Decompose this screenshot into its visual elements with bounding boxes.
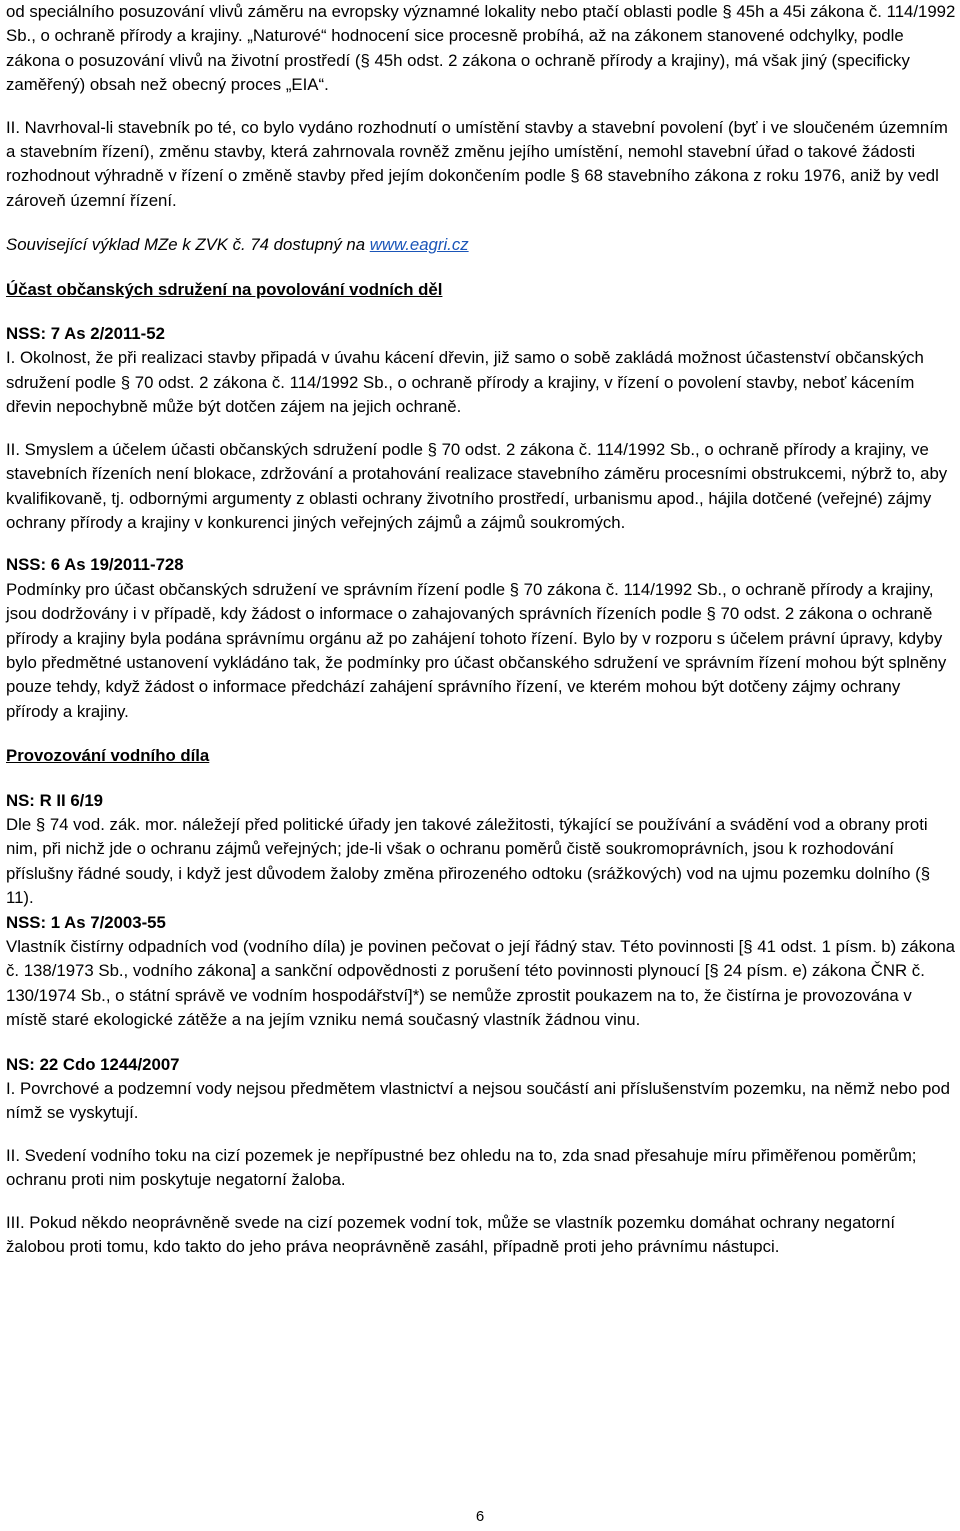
case-id-22-cdo-1244-2007: NS: 22 Cdo 1244/2007: [6, 1054, 180, 1074]
point-ii-paragraph: II. Navrhoval-li stavebník po té, co bylo vydáno rozhodnutí o umístění stavby a stavební povolení (byť i ve sloučeném územním a stavebním řízení), změnu stavby, která zahrnovala rovněž změnu jejího umístění, nemohl stavební úřad o takové žádosti rozhodnout výhradně v řízení o změně stavby před jejím dokončením podle § 68 stavebního zákona z roku 1976, aniž by vedl zároveň územní řízení.: [6, 117, 948, 210]
related-note-text: Související výklad MZe k ZVK č. 74 dostupný na: [6, 235, 370, 255]
related-note: [6, 233, 956, 257]
section-heading-water-works-operation: Provozování vodního díla: [6, 746, 210, 766]
intro-paragraph: od speciálního posuzování vlivů záměru na evropsky významné lokality nebo ptačí oblasti podle § 45h a 45i zákona č. 114/1992 Sb., o ochraně přírody a krajiny. „Naturové“ hodnocení sice procesně probíhá, až na zákonem stanovené odchylky, podle zákona o posuzování vlivů na životní prostředí (§ 45h odst. 2 zákona o ochraně přírody a krajiny), má však jiný (specificky zaměřený) obsah než obecný proces „EIA“.: [6, 2, 956, 95]
case-7-as-paragraph-i: I. Okolnost, že při realizaci stavby připadá v úvahu kácení dřevin, již samo o sobě zakládá možnost účastenství občanských sdružení podle § 70 odst. 2 zákona č. 114/1992 Sb., o ochraně přírody a krajiny, v řízení o povolení stavby, neboť kácením dřevin nepochybně může být dotčen zájem na jejich ochraně.: [6, 348, 924, 417]
case-22-cdo-paragraph-ii: II. Svedení vodního toku na cizí pozemek je nepřípustné bez ohledu na to, zda snad přesahuje míru přiměřenou poměrům; ochranu proti nim poskytuje negatorní žaloba.: [6, 1145, 917, 1190]
case-r-ii-paragraph: Dle § 74 vod. zák. mor. náležejí před politické úřady jen takové záležitosti, týkající se používání a svádění vod a obrany proti nim, při nichž jde o ochranu zájmů veřejných; jde-li však o ochranu poměrů čistě soukromoprávních, jsou k rozhodování příslušny řádné soudy, i když jest důvodem žaloby změna přirozeného odtoku (srážkových) vod na ujmu pozemku dolního (§ 11).: [6, 814, 931, 908]
case-6-as-paragraph: Podmínky pro účast občanských sdružení ve správním řízení podle § 70 zákona č. 114/1992 Sb., o ochraně přírody a krajiny, jsou dodržovány i v případě, kdy žádost o informace o zahajovaných správních řízeních podle § 70 odst. 2 zákona o ochraně přírody a krajiny byla podána správnímu orgánu až po zahájení tohoto řízení. Bylo by v rozporu s účelem právní úpravy, kdyby bylo předmětné ustanovení vykládáno tak, že podmínky pro účast občanského sdružení ve správním řízení mohou být splněny pouze tehdy, když žádost o informace předchází zahájení správního řízení, ve kterém mohou být dotčeny zájmy ochrany přírody a krajiny.: [6, 579, 947, 721]
case-id-6-as-19-2011: NSS: 6 As 19/2011-728: [6, 555, 184, 575]
eagri-link[interactable]: www.eagri.cz: [369, 235, 469, 255]
case-22-cdo-paragraph-i: I. Povrchové a podzemní vody nejsou předmětem vlastnictví a nejsou součástí ani příslušenstvím pozemku, na němž nebo pod nímž se vyskytují.: [6, 1079, 950, 1123]
case-22-cdo-paragraph-iii: III. Pokud někdo neoprávněně svede na cizí pozemek vodní tok, může se vlastník pozemku domáhat ochrany negatorní žalobou proti tomu, kdo takto do jeho práva neoprávněně zasáhl, případně proti jeho právnímu nástupci.: [6, 1212, 895, 1257]
case-id-r-ii-6-19: NS: R II 6/19: [6, 790, 103, 810]
case-1-as-paragraph: Vlastník čistírny odpadních vod (vodního díla) je povinen pečovat o její řádný stav. Této povinnosti [§ 41 odst. 1 písm. b) zákona č. 138/1973 Sb., vodního zákona] a sankční odpovědnosti z porušení této povinnosti plynoucí [§ 24 písm. e) zákona ČNR č. 130/1974 Sb., o státní správě ve vodním hospodářství]*) se nemůže zprostit poukazem na to, že čistírna je provozována v místě staré ekologické zátěže a na jejím vzniku nemá současný vlastník žádnou vinu.: [6, 937, 955, 1030]
case-id-7-as-2-2011: NSS: 7 As 2/2011-52: [6, 324, 165, 344]
page-number: 6: [475, 1508, 485, 1525]
section-heading-civic-associations: Účast občanských sdružení na povolování vodních děl: [6, 279, 443, 299]
case-id-1-as-7-2003: NSS: 1 As 7/2003-55: [6, 912, 166, 932]
case-7-as-paragraph-ii: II. Smyslem a účelem účasti občanských sdružení podle § 70 odst. 2 zákona č. 114/1992 Sb., o ochraně přírody a krajiny, ve stavebních řízeních není blokace, zdržování a protahování realizace stavebního záměru procesními obstrukcemi, nýbrž to, aby kvalifikovaně, tj. odbornými argumenty z oblasti ochrany životního prostředí, urbanismu apod., hájila dotčené (veřejné) zájmy ochrany přírody a krajiny v konkurenci jiných veřejných zájmů a zájmů soukromých.: [6, 439, 948, 532]
document-page: [6, 0, 956, 1259]
